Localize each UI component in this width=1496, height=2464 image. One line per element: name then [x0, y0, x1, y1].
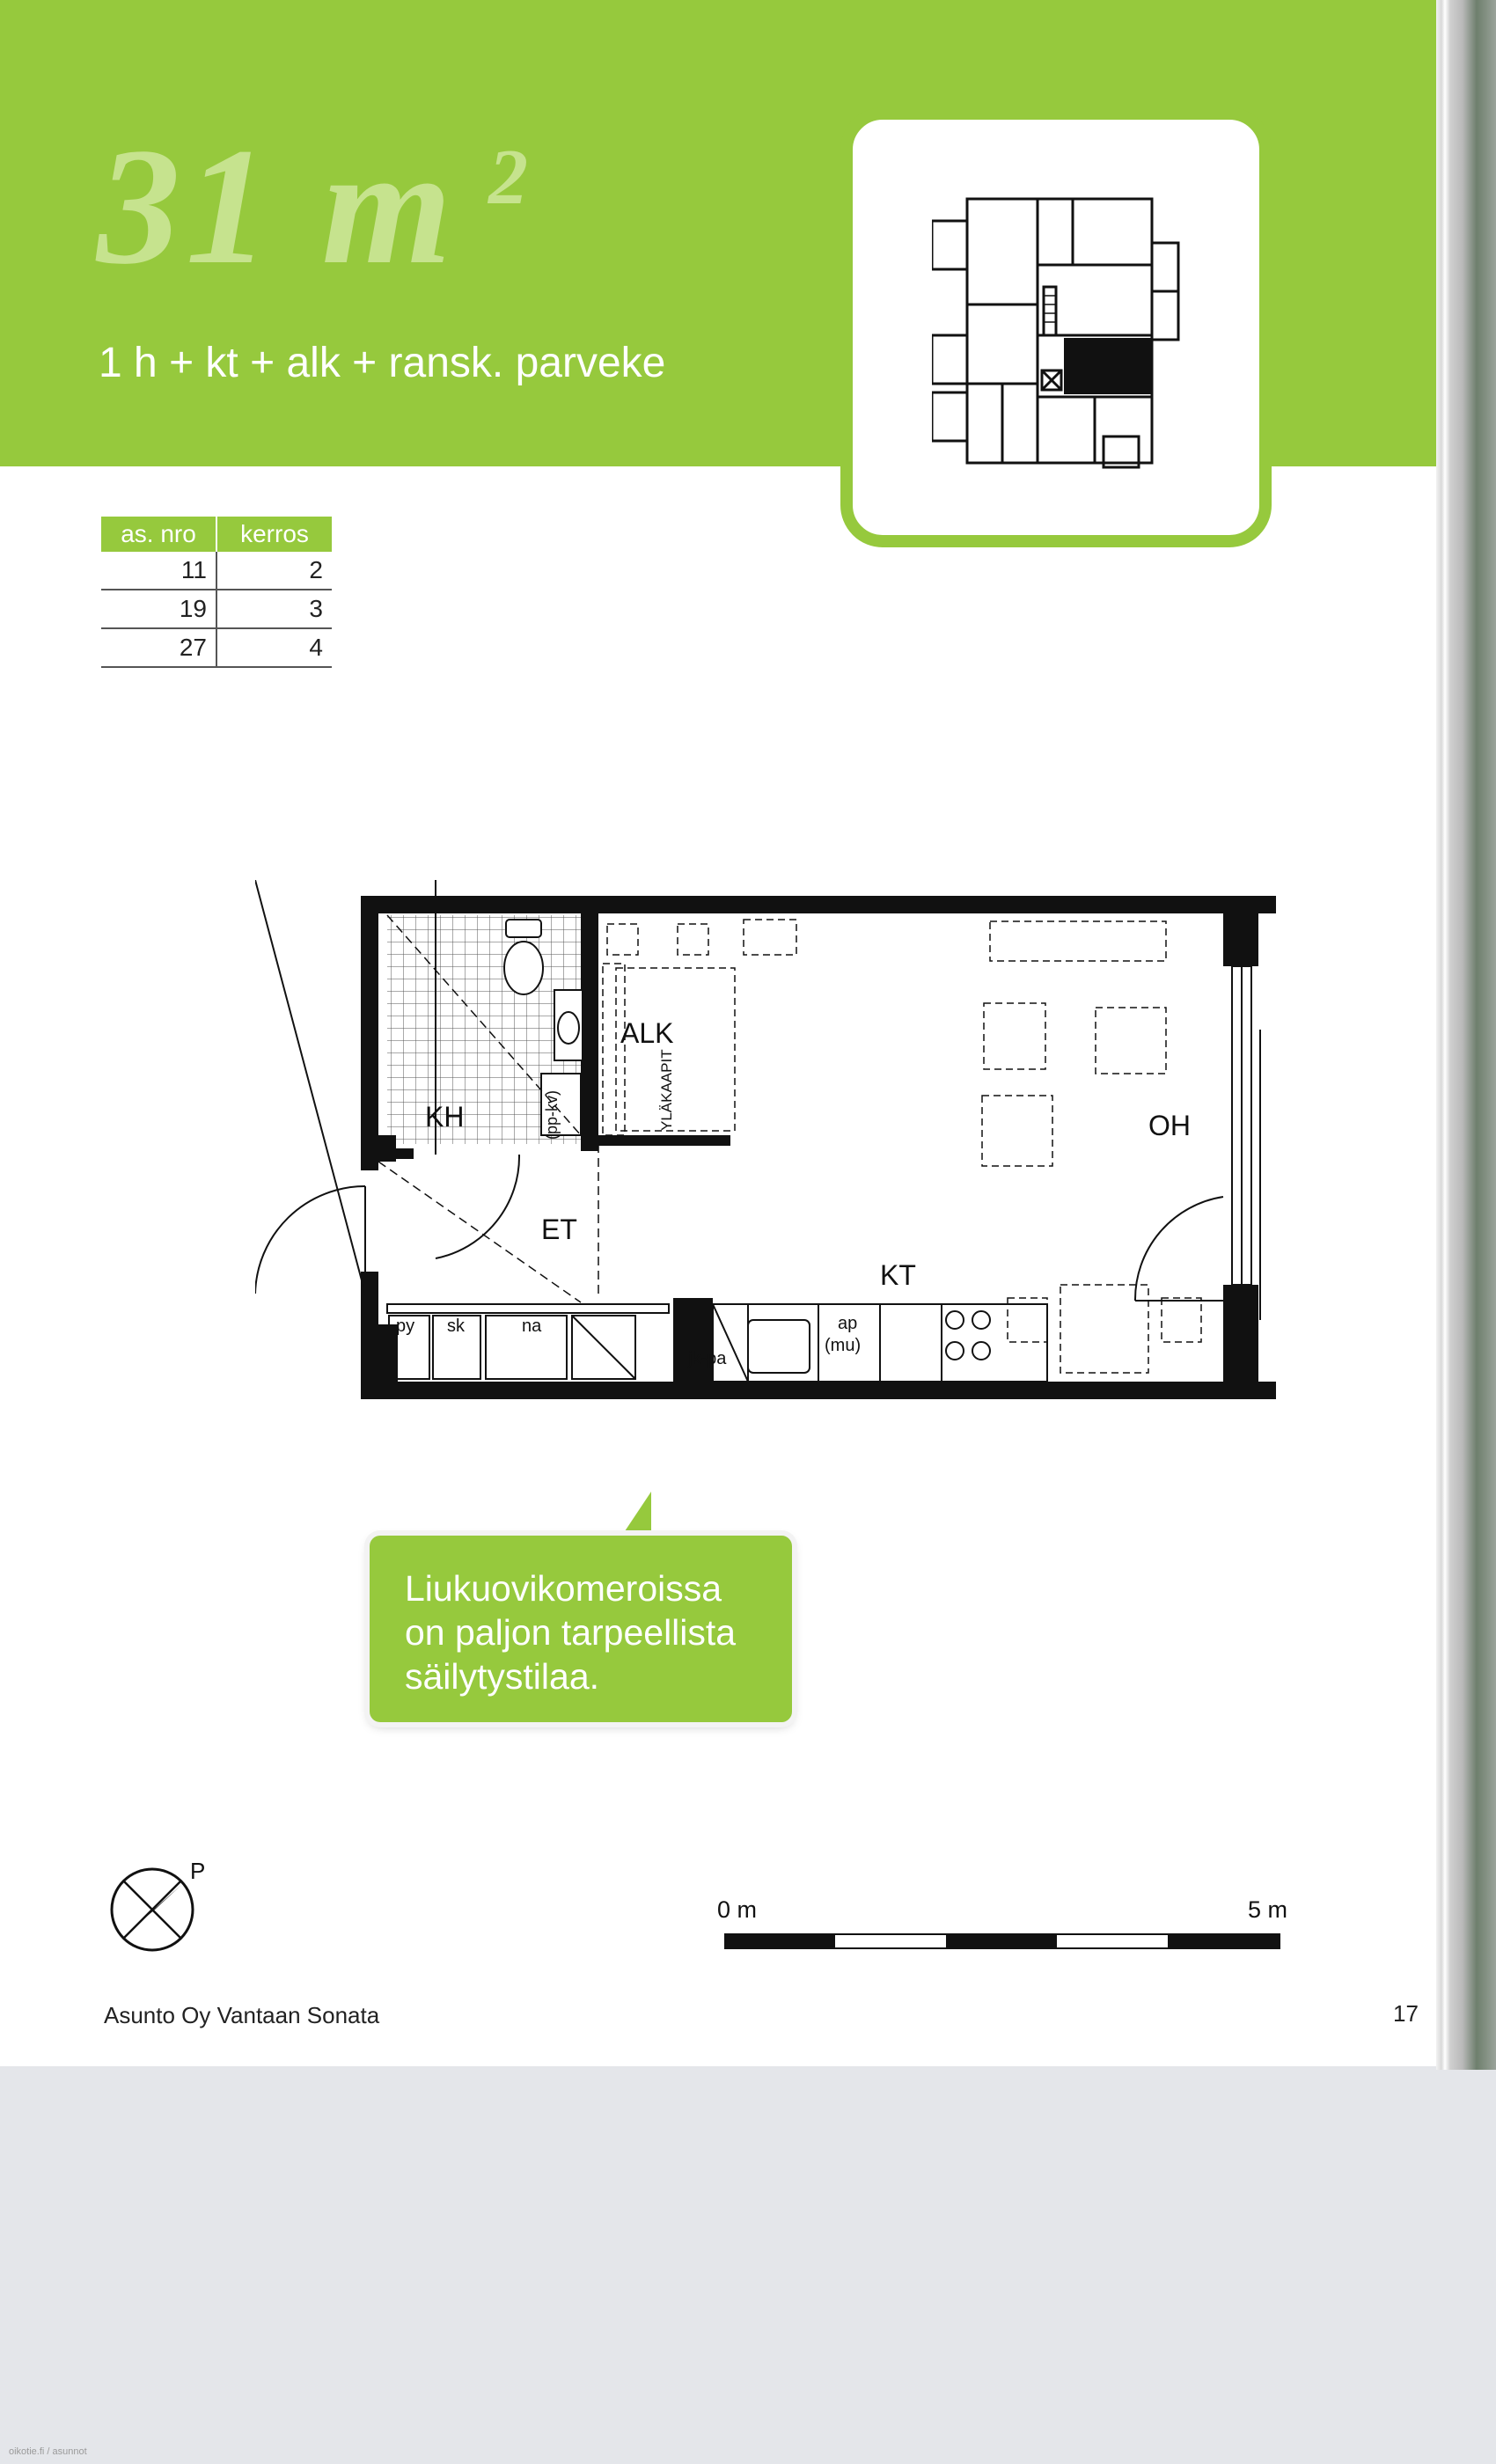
table-row: [101, 590, 332, 628]
apartment-table: [101, 517, 332, 668]
room-label-alk: ALK: [620, 1017, 674, 1049]
apartment-type: 1 h + kt + alk + ransk. parveke: [99, 340, 666, 386]
area-exponent: 2: [488, 134, 528, 221]
label-ap: ap: [838, 1314, 858, 1333]
room-label-oh: OH: [1148, 1110, 1191, 1141]
area-title: [97, 114, 458, 299]
book-page-edge: [1436, 0, 1496, 2070]
column-header-apartment-number: as. nro: [101, 517, 216, 552]
room-label-kt: KT: [880, 1259, 916, 1291]
label-mu: (mu): [825, 1336, 862, 1355]
apartment-number-cell: 19: [101, 590, 216, 628]
floor-cell: 4: [216, 628, 332, 667]
french-balcony: [1232, 966, 1260, 1320]
note-line: Liukuovikomeroissa: [405, 1568, 722, 1609]
storage-note-text: [405, 1566, 792, 1698]
key-plan-drawing: [932, 181, 1196, 480]
label-sk: sk: [447, 1316, 465, 1336]
company-name: Asunto Oy Vantaan Sonata: [104, 2002, 380, 2028]
note-line: on paljon tarpeellista: [405, 1612, 737, 1653]
scale-start-label: 0 m: [717, 1896, 758, 1923]
room-label-kh: KH: [425, 1101, 465, 1133]
scale-end-label: 5 m: [1248, 1896, 1288, 1923]
label-pp-kv: (pp-kv): [543, 1089, 561, 1140]
area-unit: m: [321, 114, 458, 299]
floor-cell: 2: [216, 552, 332, 590]
kitchen-counter: [713, 1304, 1047, 1382]
apartment-floor-plan: [255, 880, 1276, 1426]
column-header-floor: kerros: [216, 517, 332, 552]
compass-letter: P: [190, 1858, 206, 1884]
scale-bar: [724, 1932, 1280, 1952]
table-row: [101, 628, 332, 667]
page-number: 17: [1393, 2000, 1419, 2027]
label-na: na: [522, 1316, 542, 1336]
wardrobes: [387, 1304, 669, 1379]
living-room-furniture: [982, 921, 1201, 1373]
note-line: säilytystilaa.: [405, 1656, 600, 1697]
room-label-et: ET: [541, 1214, 577, 1245]
label-ylakaapit: YLÄKAAPIT: [658, 1049, 675, 1131]
table-row: [101, 552, 332, 590]
area-number: 31: [97, 114, 275, 299]
apartment-number-cell: 27: [101, 628, 216, 667]
apartment-number-cell: 11: [101, 552, 216, 590]
building-key-plan: [840, 107, 1272, 547]
north-arrow-icon: [104, 1857, 218, 1954]
watermark: oikotie.fi / asunnot: [9, 2446, 87, 2457]
label-jk-pa: jk-pa: [688, 1349, 727, 1368]
label-py: py: [396, 1316, 415, 1336]
floor-cell: 3: [216, 590, 332, 628]
